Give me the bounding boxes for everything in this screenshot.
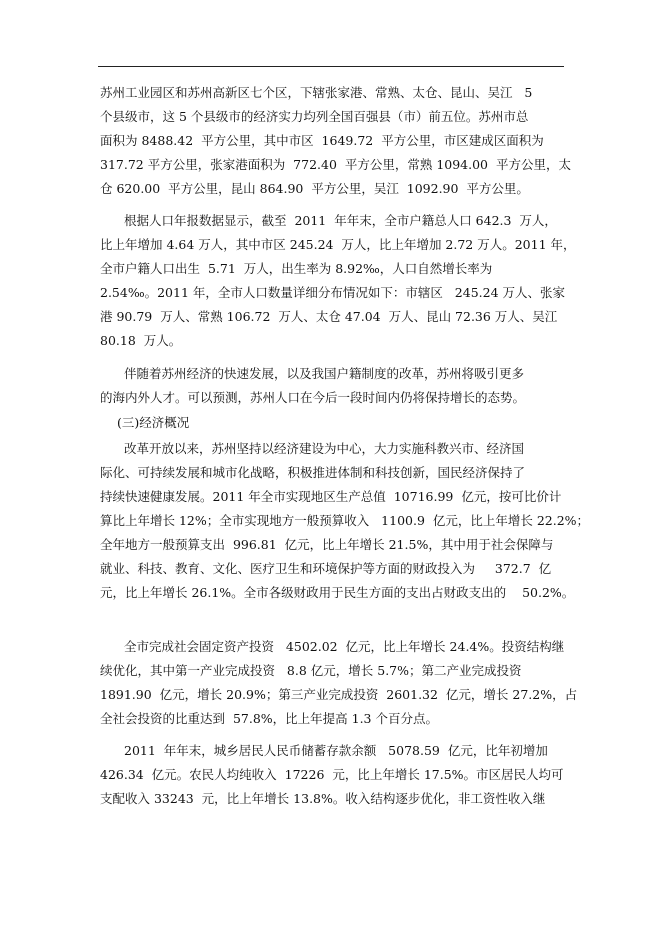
text-line: 支配收入 33243 元，比上年增长 13.8%。收入结构逐步优化，非工资性收入继 — [100, 791, 546, 806]
text-line: 80.18 万人。 — [100, 333, 182, 348]
text-line: 苏州工业园区和苏州高新区七个区，下辖张家港、常熟、太仓、昆山、吴江 5 — [100, 85, 533, 100]
text-line: 全社会投资的比重达到 57.8%，比上年提高 1.3 个百分点。 — [100, 711, 438, 726]
text-line: 续优化，其中第一产业完成投资 8.8 亿元，增长 5.7%；第二产业完成投资 — [100, 663, 522, 678]
text-line: 元，比上年增长 26.1%。全市各级财政用于民生方面的支出占财政支出的 50.2%。 — [100, 585, 575, 600]
text-line: 全市完成社会固定资产投资 4502.02 亿元，比上年增长 24.4%。投资结构继 — [124, 639, 565, 654]
text-line: 比上年增加 4.64 万人，其中市区 245.24 万人，比上年增加 2.72 万人。2011 年， — [100, 237, 576, 252]
section-heading: (三)经济概况 — [117, 415, 190, 430]
text-line: 伴随着苏州经济的快速发展，以及我国户籍制度的改革，苏州将吸引更多 — [124, 366, 525, 381]
text-line: 个县级市，这 5 个县级市的经济实力均列全国百强县（市）前五位。苏州市总 — [100, 109, 529, 124]
text-line: 面积为 8488.42 平方公里，其中市区 1649.72 平方公里，市区建成区面积为 — [100, 133, 544, 148]
text-line: 际化、可持续发展和城市化战略，积极推进体制和科技创新，国民经济保持了 — [100, 465, 526, 480]
text-line: 算比上年增长 12%；全市实现地方一般预算收入 1100.9 亿元，比上年增长 22.2%； — [100, 513, 590, 528]
text-line: 426.34 亿元。农民人均纯收入 17226 元，比上年增长 17.5%。市区居民人均可 — [100, 767, 564, 782]
header-rule — [98, 66, 564, 67]
text-line: 仓 620.00 平方公里，昆山 864.90 平方公里，吴江 1092.90 平方公里。 — [100, 181, 529, 196]
text-line: 港 90.79 万人、常熟 106.72 万人、太仓 47.04 万人、昆山 72.36 万人、吴江 — [100, 309, 558, 324]
text-line: 2.54‰。2011 年，全市人口数量详细分布情况如下：市辖区 245.24 万人、张家 — [100, 285, 566, 300]
text-line: 就业、科技、教育、文化、医疗卫生和环境保护等方面的财政投入为 372.7 亿 — [100, 561, 552, 576]
text-line: 2011 年年末，城乡居民人民币储蓄存款余额 5078.59 亿元，比年初增加 — [124, 743, 548, 758]
text-line: 根据人口年报数据显示，截至 2011 年年末，全市户籍总人口 642.3 万人， — [124, 213, 557, 228]
text-line: 1891.90 亿元，增长 20.9%；第三产业完成投资 2601.32 亿元，增长 27.2%，占 — [100, 687, 578, 702]
text-line: 持续快速健康发展。2011 年全市实现地区生产总值 10716.99 亿元，按可比价计 — [100, 489, 562, 504]
text-line: 改革开放以来，苏州坚持以经济建设为中心，大力实施科教兴市、经济国 — [124, 441, 525, 456]
text-line: 317.72 平方公里，张家港面积为 772.40 平方公里，常熟 1094.00 平方公里，太 — [100, 157, 571, 172]
text-line: 全年地方一般预算支出 996.81 亿元，比上年增长 21.5%，其中用于社会保障与 — [100, 537, 554, 552]
text-line: 全市户籍人口出生 5.71 万人，出生率为 8.92‰，人口自然增长率为 — [100, 261, 493, 276]
text-line: 的海内外人才。可以预测，苏州人口在今后一段时间内仍将保持增长的态势。 — [100, 390, 526, 405]
